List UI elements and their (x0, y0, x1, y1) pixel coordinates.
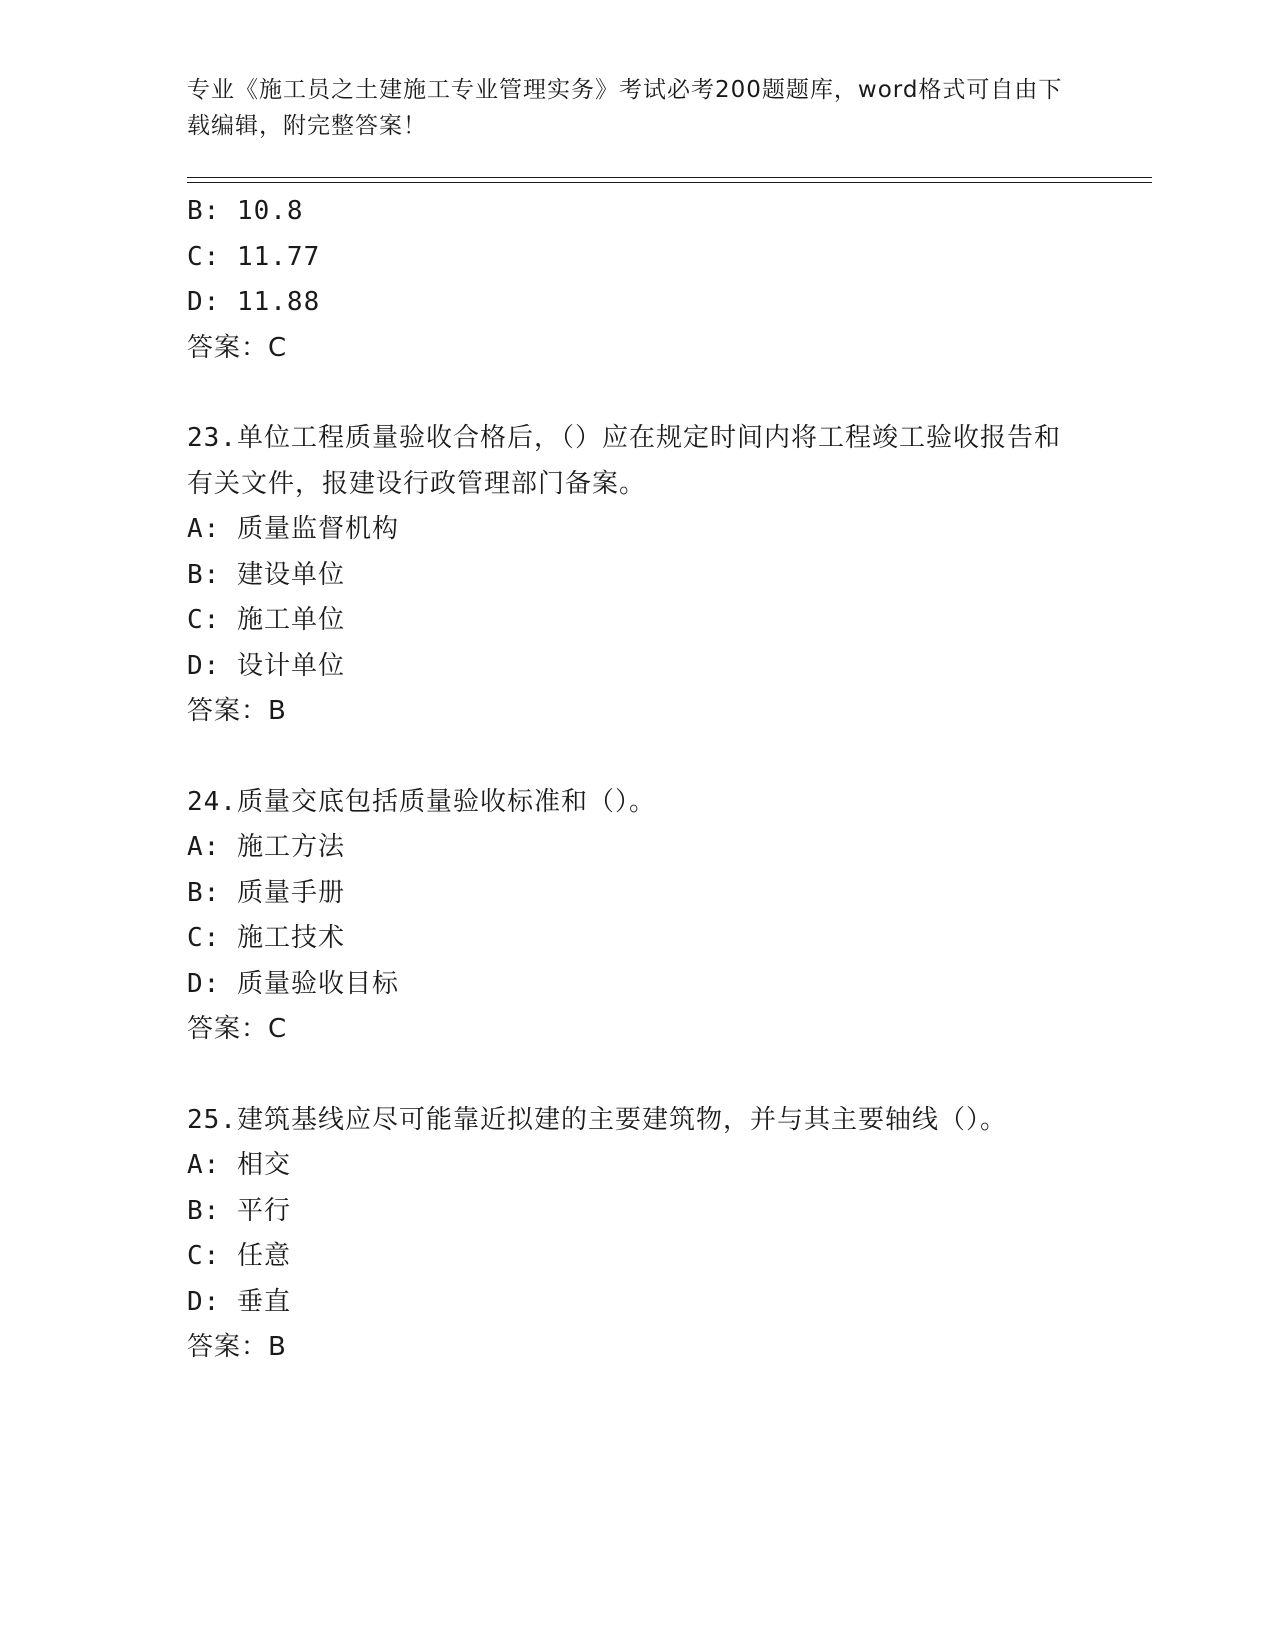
option-c: C: 任意 (187, 1241, 291, 1271)
answer-line: 答案：C (187, 1014, 288, 1044)
question-25 (187, 1098, 1087, 1371)
option-b: B: 建设单位 (187, 559, 345, 590)
option-d: D: 质量验收目标 (187, 968, 399, 999)
continued-question (187, 189, 1087, 371)
question-24 (187, 780, 1087, 1053)
question-stem: 23.单位工程质量验收合格后，（）应在规定时间内将工程竣工验收报告和有关文件，报建设行政管理部门备案。 (187, 423, 1061, 499)
option-a: A: 施工方法 (187, 832, 345, 862)
answer-line: 答案：C (187, 332, 288, 363)
option-b: B: 质量手册 (187, 877, 345, 908)
question-stem: 24.质量交底包括质量验收标准和（）。 (187, 786, 656, 817)
answer-line: 答案：B (187, 1332, 287, 1362)
question-stem: 25.建筑基线应尽可能靠近拟建的主要建筑物，并与其主要轴线（）。 (187, 1104, 1007, 1135)
header-divider-top (187, 177, 1152, 178)
option-c: C: 施工单位 (187, 605, 345, 635)
option-a: A: 质量监督机构 (187, 514, 399, 544)
question-23 (187, 416, 1087, 735)
option-a: A: 相交 (187, 1150, 291, 1180)
option-b: B: 10.8 (187, 196, 304, 226)
answer-line: 答案：B (187, 696, 287, 726)
question-list (187, 189, 1087, 1371)
header-divider-bottom (187, 182, 1152, 183)
option-d: D: 11.88 (187, 287, 321, 317)
document-header: 专业《施工员之土建施工专业管理实务》考试必考200题题库，word格式可自由下载编辑，附完整答案！ (187, 77, 1063, 139)
option-c: C: 施工技术 (187, 923, 345, 953)
option-c: C: 11.77 (187, 241, 321, 272)
option-d: D: 设计单位 (187, 650, 345, 681)
option-b: B: 平行 (187, 1195, 291, 1226)
option-d: D: 垂直 (187, 1286, 291, 1317)
